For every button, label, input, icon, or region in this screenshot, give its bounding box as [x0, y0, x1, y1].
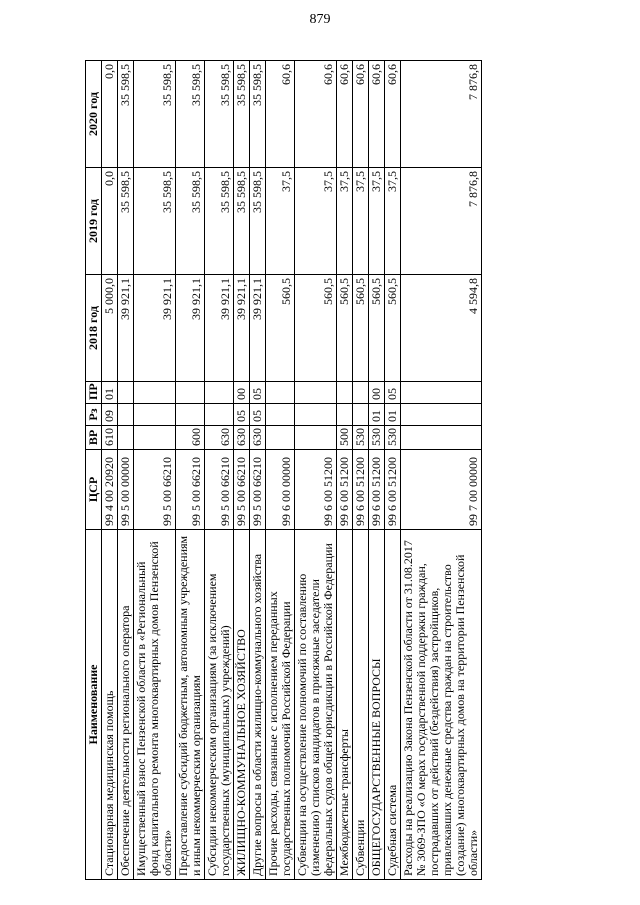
cell-2018: 560,5 [337, 275, 353, 382]
cell-2018: 39 921,1 [176, 275, 205, 382]
header-vr: ВР [86, 426, 102, 450]
cell-2018: 560,5 [353, 275, 369, 382]
cell-vr: 530 [385, 426, 401, 450]
cell-2018: 39 921,1 [134, 275, 176, 382]
cell-csr: 99 6 00 51200 [385, 450, 401, 530]
cell-vr [134, 426, 176, 450]
header-csr: ЦСР [86, 450, 102, 530]
cell-rz [176, 404, 205, 426]
header-2018: 2018 год [86, 275, 102, 382]
cell-rz [353, 404, 369, 426]
cell-csr: 99 5 00 66210 [234, 450, 250, 530]
cell-name: Субвенции на осуществление полномочий по составлению (изменению) списков кандидатов в присяжные заседатели федеральных судов общей юрисдикции в Российской Федерации [295, 530, 337, 880]
cell-2020: 60,6 [337, 61, 353, 168]
table-row [250, 61, 266, 880]
cell-vr: 530 [369, 426, 385, 450]
cell-2020: 35 598,5 [205, 61, 234, 168]
cell-2018: 4 594,8 [401, 275, 482, 382]
cell-2020: 60,6 [295, 61, 337, 168]
header-2020: 2020 год [86, 61, 102, 168]
cell-csr: 99 6 00 51200 [295, 450, 337, 530]
cell-pr: 00 [369, 382, 385, 404]
cell-csr: 99 5 00 00000 [118, 450, 134, 530]
cell-vr [118, 426, 134, 450]
cell-2020: 35 598,5 [118, 61, 134, 168]
cell-vr: 630 [205, 426, 234, 450]
table-row [118, 61, 134, 880]
cell-2019: 37,5 [266, 168, 295, 275]
cell-pr: 05 [385, 382, 401, 404]
cell-rz: 05 [234, 404, 250, 426]
table-row [385, 61, 401, 880]
cell-2019: 37,5 [369, 168, 385, 275]
table-row [176, 61, 205, 880]
cell-name: Имущественный взнос Пензенской области в «Региональный фонд капитального ремонта многоквартирных домов Пензенской области» [134, 530, 176, 880]
rotated-table-frame [85, 60, 555, 880]
cell-name: Обеспечение деятельности регионального оператора [118, 530, 134, 880]
table-row [401, 61, 482, 880]
cell-2020: 60,6 [385, 61, 401, 168]
cell-2020: 35 598,5 [234, 61, 250, 168]
cell-name: Межбюджетные трансферты [337, 530, 353, 880]
cell-rz [134, 404, 176, 426]
cell-2018: 39 921,1 [250, 275, 266, 382]
cell-vr: 630 [234, 426, 250, 450]
cell-2018: 39 921,1 [205, 275, 234, 382]
cell-2019: 7 876,8 [401, 168, 482, 275]
cell-pr [134, 382, 176, 404]
cell-rz [295, 404, 337, 426]
cell-vr: 630 [250, 426, 266, 450]
cell-2018: 39 921,1 [234, 275, 250, 382]
cell-vr: 530 [353, 426, 369, 450]
cell-pr [401, 382, 482, 404]
cell-name: Прочие расходы, связанные с исполнением переданных государственных полномочий Российской Федерации [266, 530, 295, 880]
cell-name: Субвенции [353, 530, 369, 880]
cell-csr: 99 4 00 20920 [102, 450, 118, 530]
cell-csr: 99 6 00 51200 [353, 450, 369, 530]
cell-name: ЖИЛИЩНО-КОММУНАЛЬНОЕ ХОЗЯЙСТВО [234, 530, 250, 880]
header-rz: Рз [86, 404, 102, 426]
cell-2020: 7 876,8 [401, 61, 482, 168]
header-pr: ПР [86, 382, 102, 404]
table-row [234, 61, 250, 880]
cell-2020: 35 598,5 [176, 61, 205, 168]
cell-2018: 560,5 [385, 275, 401, 382]
cell-csr: 99 7 00 00000 [401, 450, 482, 530]
cell-rz [205, 404, 234, 426]
cell-name: Предоставление субсидий бюджетным, автономным учреждениям и иным некоммерческим организациям [176, 530, 205, 880]
cell-2020: 0,0 [102, 61, 118, 168]
table-header-row [86, 61, 102, 880]
table-row [295, 61, 337, 880]
cell-2018: 560,5 [369, 275, 385, 382]
cell-pr [353, 382, 369, 404]
cell-2019: 35 598,5 [118, 168, 134, 275]
cell-csr: 99 5 00 66210 [205, 450, 234, 530]
cell-name: ОБЩЕГОСУДАРСТВЕННЫЕ ВОПРОСЫ [369, 530, 385, 880]
cell-rz: 05 [250, 404, 266, 426]
cell-csr: 99 6 00 00000 [266, 450, 295, 530]
cell-2019: 37,5 [385, 168, 401, 275]
cell-csr: 99 6 00 51200 [369, 450, 385, 530]
header-name: Наименование [86, 530, 102, 880]
cell-2019: 35 598,5 [176, 168, 205, 275]
cell-pr [176, 382, 205, 404]
cell-vr: 500 [337, 426, 353, 450]
cell-pr: 05 [250, 382, 266, 404]
header-2019: 2019 год [86, 168, 102, 275]
cell-rz [266, 404, 295, 426]
cell-2020: 35 598,5 [250, 61, 266, 168]
cell-2018: 5 000,0 [102, 275, 118, 382]
cell-name: Стационарная медицинская помощь [102, 530, 118, 880]
cell-2020: 60,6 [353, 61, 369, 168]
table-row [266, 61, 295, 880]
cell-rz [401, 404, 482, 426]
cell-name: Расходы на реализацию Закона Пензенской области от 31.08.2017 № 3069-ЗПО «О мерах государственной поддержки граждан, пострадавших от действий (бездействия) застройщиков, привлекавших денежные средства граждан на строительство (создание) многоквартирных домов на территории Пензенской области» [401, 530, 482, 880]
cell-vr: 610 [102, 426, 118, 450]
cell-rz [337, 404, 353, 426]
cell-csr: 99 5 00 66210 [250, 450, 266, 530]
cell-csr: 99 5 00 66210 [134, 450, 176, 530]
cell-vr [266, 426, 295, 450]
cell-2019: 35 598,5 [250, 168, 266, 275]
cell-2019: 37,5 [295, 168, 337, 275]
cell-2019: 35 598,5 [234, 168, 250, 275]
table-row [205, 61, 234, 880]
table-row [369, 61, 385, 880]
cell-pr [205, 382, 234, 404]
cell-rz [118, 404, 134, 426]
table-row [353, 61, 369, 880]
rotated-table-area [85, 60, 555, 880]
cell-vr [401, 426, 482, 450]
cell-2020: 35 598,5 [134, 61, 176, 168]
cell-rz: 01 [385, 404, 401, 426]
cell-2018: 39 921,1 [118, 275, 134, 382]
cell-rz: 09 [102, 404, 118, 426]
cell-vr: 600 [176, 426, 205, 450]
table-row [337, 61, 353, 880]
cell-pr [118, 382, 134, 404]
cell-name: Субсидии некоммерческим организациям (за исключением государственных (муниципальных) учреждений) [205, 530, 234, 880]
cell-2018: 560,5 [266, 275, 295, 382]
cell-2019: 35 598,5 [205, 168, 234, 275]
cell-name: Другие вопросы в области жилищно-коммунального хозяйства [250, 530, 266, 880]
cell-pr [337, 382, 353, 404]
cell-pr: 01 [102, 382, 118, 404]
cell-2019: 37,5 [353, 168, 369, 275]
table-row [134, 61, 176, 880]
table-row [102, 61, 118, 880]
cell-pr: 00 [234, 382, 250, 404]
budget-table [85, 60, 482, 880]
cell-rz: 01 [369, 404, 385, 426]
page-number: 879 [309, 12, 331, 27]
cell-2018: 560,5 [295, 275, 337, 382]
cell-pr [266, 382, 295, 404]
cell-name: Судебная система [385, 530, 401, 880]
cell-2019: 37,5 [337, 168, 353, 275]
cell-pr [295, 382, 337, 404]
cell-2019: 0,0 [102, 168, 118, 275]
cell-2019: 35 598,5 [134, 168, 176, 275]
cell-2020: 60,6 [266, 61, 295, 168]
cell-vr [295, 426, 337, 450]
cell-2020: 60,6 [369, 61, 385, 168]
cell-csr: 99 6 00 51200 [337, 450, 353, 530]
cell-csr: 99 5 00 66210 [176, 450, 205, 530]
